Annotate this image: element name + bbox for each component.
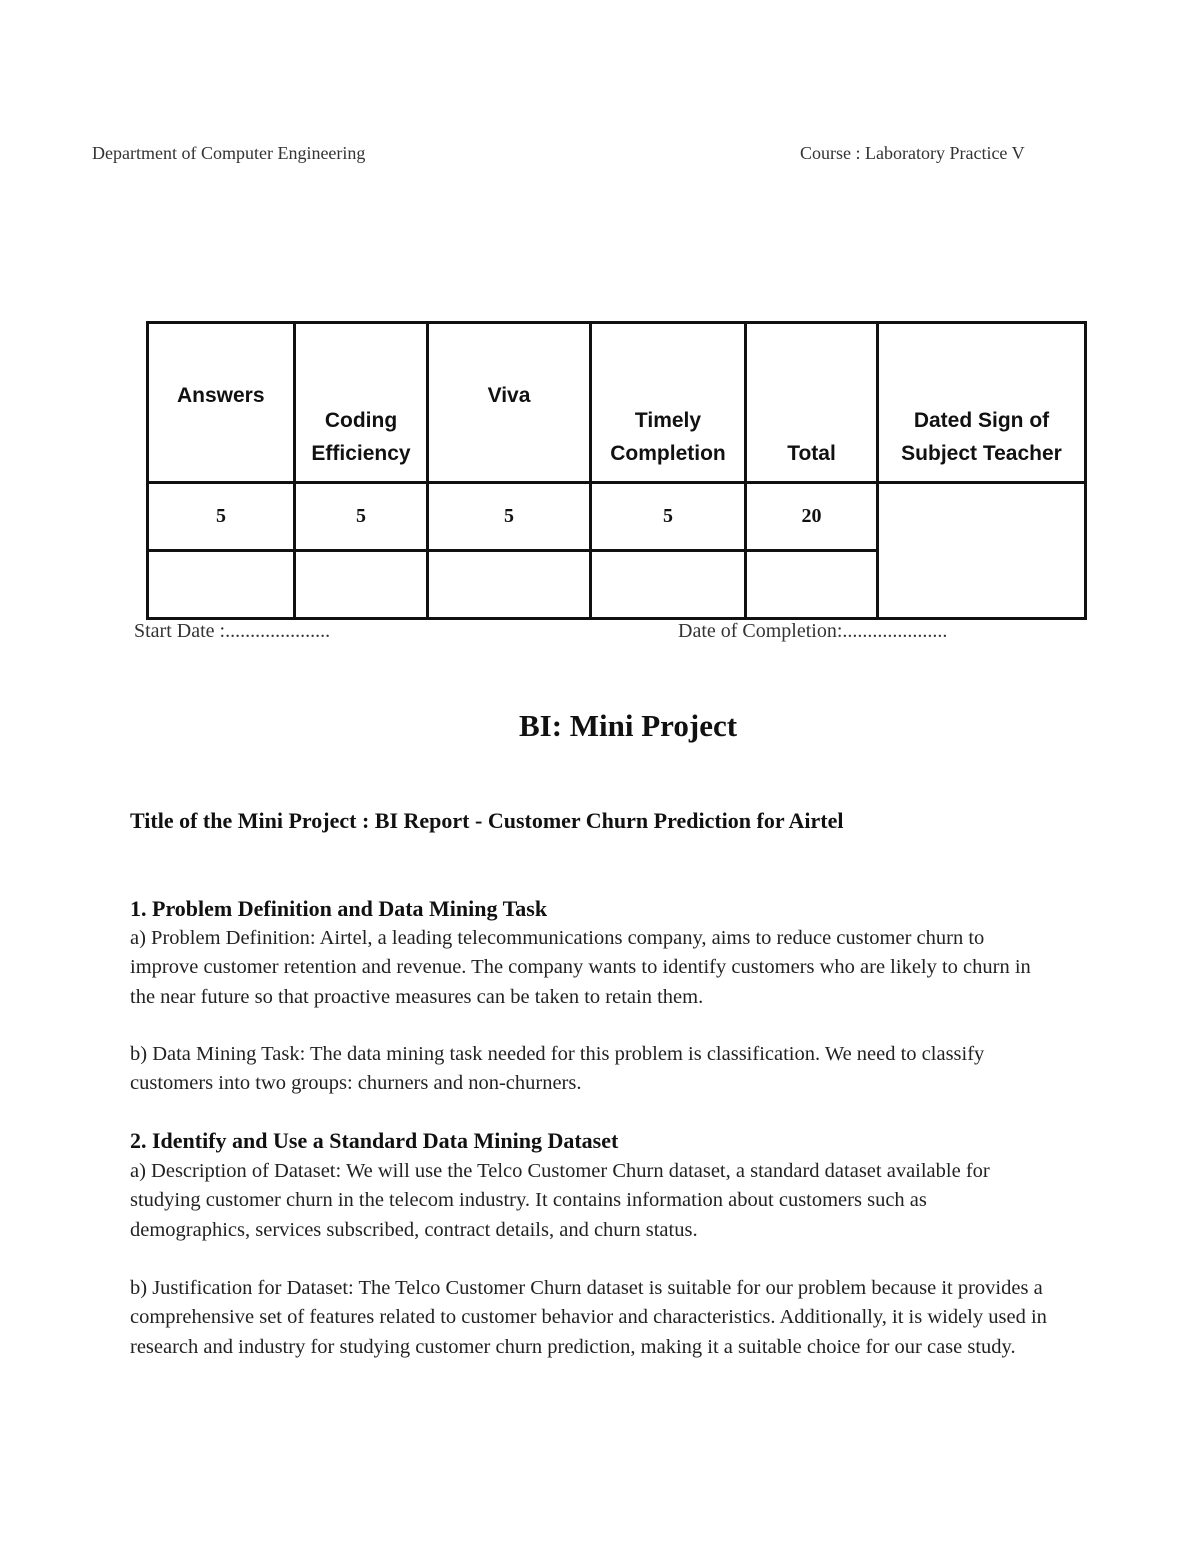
coding-max: 5 [295,483,428,551]
teacher-sign-cell [878,483,1086,619]
timely-max: 5 [591,483,746,551]
viva-obtained-cell [428,551,591,619]
viva-header: Viva [487,384,531,407]
start-date-line: Start Date :..................... [134,620,331,642]
answers-header: Answers [177,384,265,407]
total-header-cell [746,323,878,483]
sign-header-cell [878,323,1086,483]
total-obtained-cell [746,551,878,619]
total-max: 20 [746,483,878,551]
viva-header-cell [428,323,591,483]
coding-header-line1: Coding [324,409,398,432]
sign-header-line1: Dated Sign of [913,409,1050,432]
timely-header-cell [591,323,746,483]
total-header: Total [787,442,836,465]
max-marks-row [148,483,1086,551]
section-1-heading: 1. Problem Definition and Data Mining Task [130,896,548,921]
timely-header-line2: Completion [610,442,726,465]
timely-obtained-cell [591,551,746,619]
section-1-paragraph-b: b) Data Mining Task: The data mining task needed for this problem is classification. We need to classify customers into two groups: churners and non-churners. [130,1043,985,1095]
marks-header-row [148,323,1086,483]
completion-date-line: Date of Completion:..................... [678,620,948,642]
marks-table [146,321,1087,620]
course-header: Course : Laboratory Practice V [800,143,1025,163]
coding-header-cell [295,323,428,483]
viva-max: 5 [428,483,591,551]
document-title: BI: Mini Project [518,708,738,743]
answers-obtained-cell [148,551,295,619]
coding-header-line2: Efficiency [311,442,411,465]
department-header: Department of Computer Engineering [92,143,366,163]
project-title: Title of the Mini Project : BI Report - Customer Churn Prediction for Airtel [130,808,844,833]
section-2-heading: 2. Identify and Use a Standard Data Mining Dataset [130,1128,619,1153]
section-1-paragraph-a: a) Problem Definition: Airtel, a leading telecommunications company, aims to reduce customer churn to improve customer retention and revenue. The company wants to identify customers who are likely to churn in the near future so that proactive measures can be taken to retain them. [130,927,1031,1008]
sign-header-line2: Subject Teacher [901,442,1062,465]
section-2-paragraph-a: a) Description of Dataset: We will use the Telco Customer Churn dataset, a standard dataset available for studying customer churn in the telecom industry. It contains information about customers such as demographics, services subscribed, contract details, and churn status. [130,1160,990,1241]
answers-header-cell [148,323,295,483]
section-2-paragraph-b: b) Justification for Dataset: The Telco Customer Churn dataset is suitable for our problem because it provides a comprehensive set of features related to customer behavior and characteristics. Additionally, it is widely used in research and industry for studying customer churn prediction, making it a suitable choice for our case study. [130,1277,1047,1358]
coding-obtained-cell [295,551,428,619]
answers-max: 5 [148,483,295,551]
timely-header-line1: Timely [634,409,702,432]
